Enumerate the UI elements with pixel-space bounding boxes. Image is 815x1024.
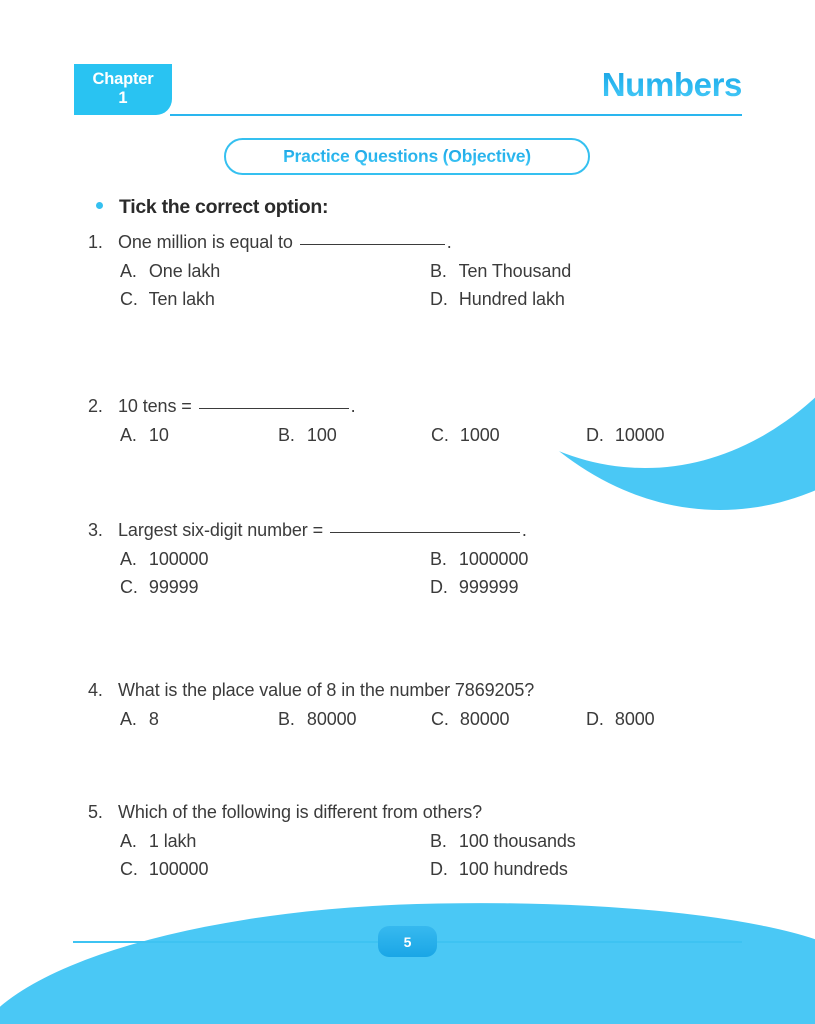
question-number: 2.: [88, 396, 103, 416]
bottom-wave-decoration: [0, 891, 815, 1024]
spacer: [192, 396, 197, 416]
option-value: 100000: [148, 859, 209, 879]
option-a[interactable]: [120, 549, 430, 570]
option-b[interactable]: [430, 261, 571, 282]
option-b[interactable]: [278, 425, 431, 446]
spacer: [293, 232, 298, 252]
options-row: [120, 709, 748, 730]
option-label: D.: [586, 425, 604, 445]
option-label: C.: [431, 709, 449, 729]
options-row: [120, 859, 748, 880]
option-a[interactable]: [120, 425, 278, 446]
option-a[interactable]: [120, 831, 430, 852]
bullet-icon: [96, 202, 103, 209]
option-value: One lakh: [148, 261, 221, 281]
question-stem: 10 tens =: [118, 396, 192, 416]
question-stem: One million is equal to: [118, 232, 293, 252]
question-number: 4.: [88, 680, 103, 700]
question-text: [118, 680, 748, 701]
option-label: B.: [278, 425, 295, 445]
option-label: C.: [120, 859, 138, 879]
question-number: 5.: [88, 802, 103, 822]
option-value: 99999: [148, 577, 199, 597]
answer-blank[interactable]: [330, 532, 520, 533]
option-label: A.: [120, 425, 137, 445]
option-value: 8000: [614, 709, 655, 729]
page-title: Numbers: [601, 66, 742, 103]
option-c[interactable]: [120, 859, 430, 880]
option-value: Ten Thousand: [458, 261, 572, 281]
option-b[interactable]: [430, 549, 528, 570]
options-group: [120, 831, 748, 880]
question-stem: Largest six-digit number =: [118, 520, 323, 540]
option-label: B.: [278, 709, 295, 729]
practice-questions-label: Practice Questions (Objective): [283, 146, 531, 166]
page-header: [0, 64, 815, 126]
question-block: [88, 396, 748, 453]
question-stem: Which of the following is different from others?: [118, 802, 483, 822]
option-value: 80000: [306, 709, 357, 729]
question-line: [88, 802, 748, 823]
answer-blank[interactable]: [199, 408, 349, 409]
page-number-badge: 5: [378, 926, 437, 957]
option-c[interactable]: [120, 577, 430, 598]
options-group: [120, 709, 748, 730]
question-number: 1.: [88, 232, 103, 252]
option-value: Hundred lakh: [458, 289, 565, 309]
chapter-word: Chapter: [92, 70, 154, 88]
answer-blank[interactable]: [300, 244, 445, 245]
question-trailing-punctuation: .: [521, 520, 527, 540]
option-d[interactable]: [430, 577, 518, 598]
option-label: A.: [120, 709, 137, 729]
header-divider: [170, 114, 742, 116]
chapter-number: 1: [118, 89, 128, 107]
option-value: 8: [148, 709, 159, 729]
option-label: C.: [431, 425, 449, 445]
option-label: D.: [586, 709, 604, 729]
question-stem: What is the place value of 8 in the number 7869205?: [118, 680, 535, 700]
option-label: B.: [430, 261, 447, 281]
option-value: 80000: [459, 709, 510, 729]
options-row: [120, 577, 748, 598]
option-label: D.: [430, 577, 448, 597]
option-d[interactable]: [430, 289, 565, 310]
option-value: 100 thousands: [458, 831, 576, 851]
option-value: 1 lakh: [148, 831, 197, 851]
chapter-badge: [74, 64, 172, 115]
question-block: [88, 680, 748, 737]
option-d[interactable]: [586, 709, 655, 730]
question-number: 3.: [88, 520, 103, 540]
option-d[interactable]: [586, 425, 664, 446]
options-row: [120, 831, 748, 852]
question-line: [88, 232, 748, 253]
spacer: [323, 520, 328, 540]
option-label: B.: [430, 831, 447, 851]
option-b[interactable]: [430, 831, 576, 852]
instruction-text: Tick the correct option:: [119, 196, 329, 218]
option-label: B.: [430, 549, 447, 569]
option-value: 10: [148, 425, 169, 445]
option-value: 100 hundreds: [458, 859, 568, 879]
instruction-line: [96, 196, 328, 219]
options-row: [120, 261, 748, 282]
option-value: 100000: [148, 549, 209, 569]
option-value: Ten lakh: [148, 289, 215, 309]
option-c[interactable]: [431, 425, 586, 446]
option-label: A.: [120, 549, 137, 569]
question-block: [88, 232, 748, 317]
options-row: [120, 425, 748, 446]
question-text: [118, 802, 748, 823]
options-row: [120, 289, 748, 310]
question-line: [88, 520, 748, 541]
option-b[interactable]: [278, 709, 431, 730]
options-row: [120, 549, 748, 570]
option-c[interactable]: [431, 709, 586, 730]
options-group: [120, 549, 748, 598]
option-label: C.: [120, 289, 138, 309]
option-a[interactable]: [120, 261, 430, 282]
question-block: [88, 802, 748, 887]
options-group: [120, 425, 748, 446]
option-value: 999999: [458, 577, 519, 597]
question-text: [118, 232, 748, 253]
practice-questions-badge: [224, 138, 590, 175]
question-line: [88, 680, 748, 701]
question-text: [118, 396, 748, 417]
option-value: 1000: [459, 425, 500, 445]
option-c[interactable]: [120, 289, 430, 310]
option-label: C.: [120, 577, 138, 597]
option-a[interactable]: [120, 709, 278, 730]
option-d[interactable]: [430, 859, 568, 880]
question-text: [118, 520, 748, 541]
option-label: A.: [120, 831, 137, 851]
question-line: [88, 396, 748, 417]
option-value: 1000000: [458, 549, 529, 569]
option-label: D.: [430, 859, 448, 879]
question-trailing-punctuation: .: [350, 396, 356, 416]
option-label: D.: [430, 289, 448, 309]
question-block: [88, 520, 748, 605]
options-group: [120, 261, 748, 310]
option-value: 10000: [614, 425, 665, 445]
question-trailing-punctuation: .: [446, 232, 452, 252]
option-label: A.: [120, 261, 137, 281]
option-value: 100: [306, 425, 337, 445]
